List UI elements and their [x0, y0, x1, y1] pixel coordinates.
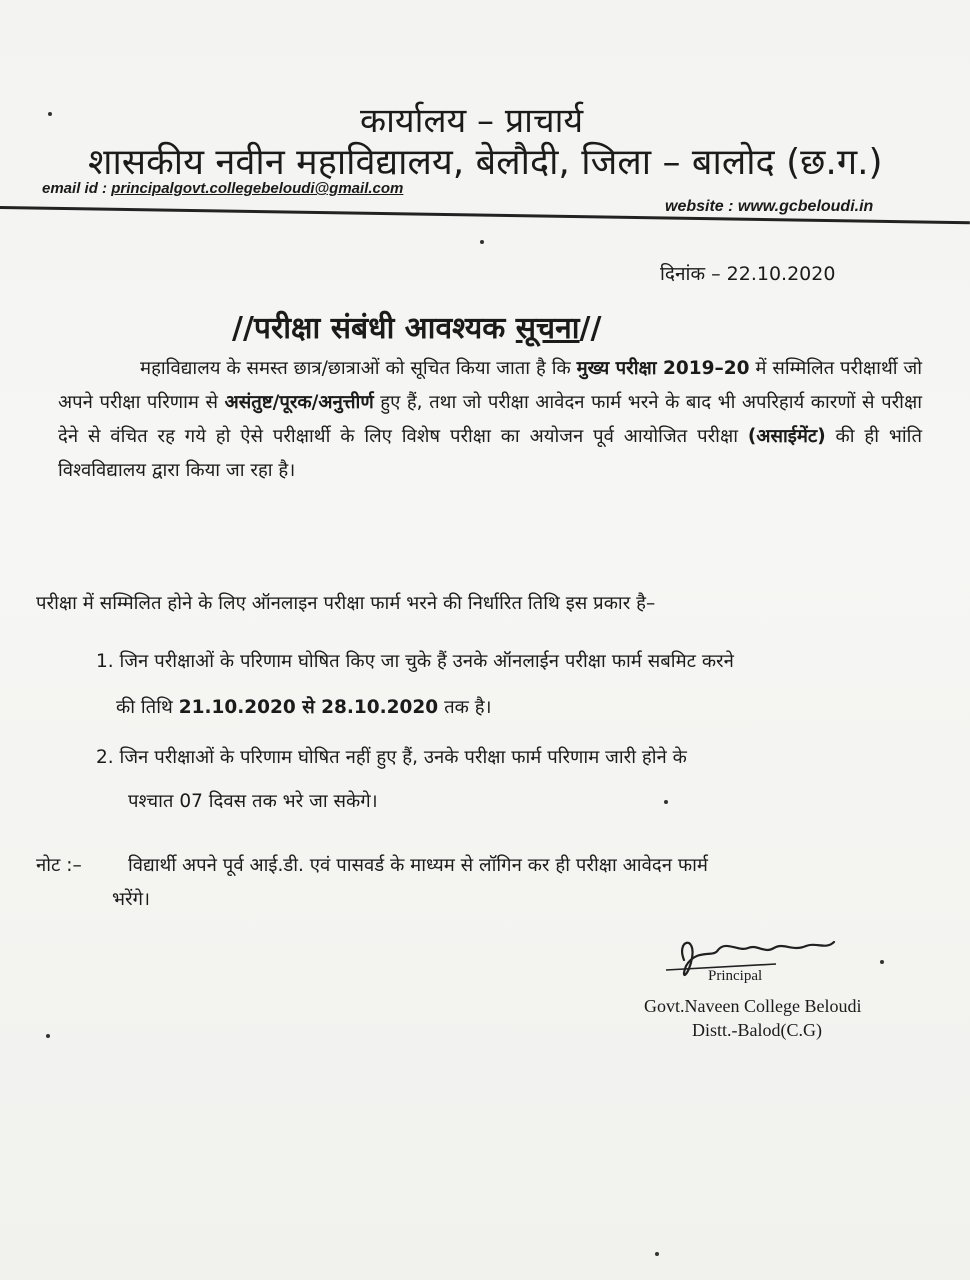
- heading-underlined: सूचना: [515, 311, 580, 346]
- note-text: विद्यार्थी अपने पूर्व आई.डी. एवं पासवर्ड के माध्यम से लॉगिन कर ही परीक्षा आवेदन फार्म: [128, 855, 708, 876]
- speck: [46, 1034, 50, 1038]
- college-name: शासकीय नवीन महाविद्यालय, बेलौदी, जिला – बालोद (छ.ग.): [88, 142, 883, 183]
- signature-title: Principal: [708, 968, 763, 984]
- para-bold-assignment: (असाईमेंट): [747, 426, 826, 447]
- speck: [48, 112, 52, 116]
- speck: [880, 960, 884, 964]
- notice-date: दिनांक – 22.10.2020: [660, 263, 836, 285]
- signature-college: Govt.Naveen College Beloudi: [644, 996, 862, 1016]
- list-item-2: 2. जिन परीक्षाओं के परिणाम घोषित नहीं हुए हैं, उनके परीक्षा फार्म परिणाम जारी होने के: [96, 747, 687, 768]
- schedule-lead: परीक्षा में सम्मिलित होने के लिए ऑनलाइन परीक्षा फार्म भरने की निर्धारित तिथि इस प्रकार है–: [36, 593, 656, 614]
- note-text-cont: भरेंगे।: [112, 889, 150, 910]
- office-title: कार्यालय – प्राचार्य: [360, 101, 584, 141]
- signature-district: Distt.-Balod(C.G): [692, 1020, 822, 1040]
- list-item-2-cont: पश्चात 07 दिवस तक भरे जा सकेगे।: [128, 791, 378, 812]
- para-text-3: हुए हैं, तथा जो परीक्षा आवेदन फार्म भरने के बाद भी अपरिहार्य कारणों से परीक्षा देने से वंचित रह गये हो ऐसे परीक्षार्थी के लिए विशेष परीक्षा का अयोजन पूर्व आयोजित परीक्षा: [58, 392, 922, 447]
- website-line: website : www.gcbeloudi.in: [665, 198, 874, 215]
- para-text-2: में सम्मिलित परीक्षार्थी जो अपने परीक्षा परिणाम से: [58, 358, 922, 413]
- date-prefix: की तिथि: [116, 697, 179, 718]
- email-address: principalgovt.collegebeloudi@gmail.com: [111, 180, 404, 197]
- speck: [664, 800, 668, 804]
- heading-prefix: //परीक्षा संबंधी आवश्यक: [232, 311, 516, 346]
- list-item-1: 1. जिन परीक्षाओं के परिणाम घोषित किए जा चुके हैं उनके ऑनलाईन परीक्षा फार्म सबमिट करने: [96, 651, 734, 672]
- notice-heading: [232, 306, 601, 347]
- list-item-1-date: [116, 694, 492, 719]
- date-range: 21.10.2020 से 28.10.2020: [178, 697, 439, 718]
- speck: [655, 1252, 659, 1256]
- para-text-1: महाविद्यालय के समस्त छात्र/छात्राओं को सूचित किया जाता है कि: [140, 358, 577, 379]
- note-label: नोट :–: [36, 855, 82, 876]
- para-text-4: की ही भांति विश्वविद्यालय द्वारा किया जा रहा है।: [58, 426, 923, 481]
- notice-paragraph: [58, 352, 922, 488]
- email-line: [42, 180, 403, 197]
- para-bold-status: असंतुष्ट/पूरक/अनुत्तीर्ण: [224, 392, 374, 413]
- email-label: email id :: [42, 180, 108, 197]
- date-suffix: तक है।: [438, 697, 492, 718]
- para-bold-exam: मुख्य परीक्षा 2019–20: [576, 358, 750, 379]
- speck: [480, 240, 484, 244]
- heading-suffix: //: [579, 311, 602, 346]
